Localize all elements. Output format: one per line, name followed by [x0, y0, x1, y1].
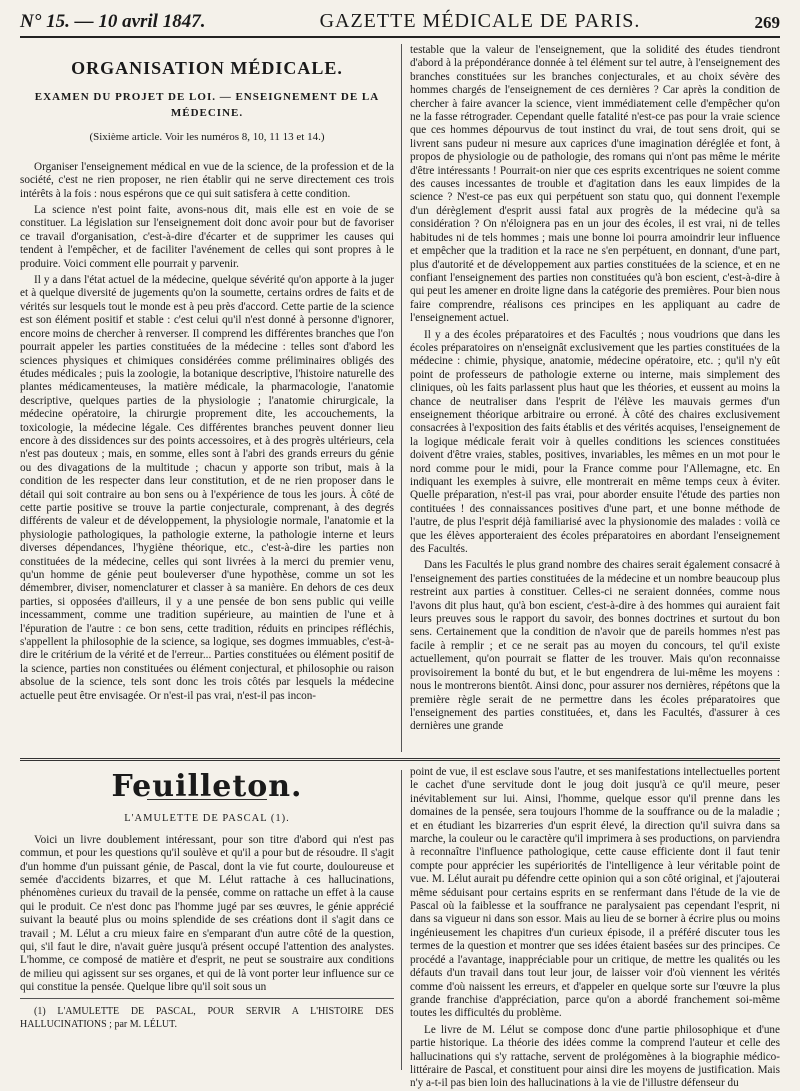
section-note: (Sixième article. Voir les numéros 8, 10, 11 13 et 14.)	[89, 131, 325, 144]
page-number: 269	[754, 13, 780, 32]
feuilleton-right-column	[410, 766, 780, 1090]
paragraph: Organiser l'enseignement médical en vue de la science, de la profession et de la société, c'est ne rien proposer, ne rien établir qui ne serve directement ces trois intérêts à la fois : nous espérons que ce qui suit satisfera à cette condition.	[20, 160, 394, 200]
paragraph: Il y a des écoles préparatoires et des Facultés ; nous voudrions que dans les écoles préparatoires on n'enseignât exclusivement que les parties constituées de la médecine : chimie, physique, anatomie, médecine opératoire, etc. ; qu'il n'y eût point de professeurs de pathologie externe ou interne, mais simplement des cliniques, où les faits parlassent plus haut que les théories, et eussent au moins la chance de neutraliser dans l'esprit de l'élève les mauvais germes d'un enseignement théorique arbitraire ou erroné. À côté des chaires exclusivement consacrées à l'exposition des faits établis et des vérités acquises, l'enseignement de la logique médicale ferait voir à quelles conditions les sciences constituées doivent d'être vraies, stables, positives, invariables, les mêmes en un mot pour le nord comme pour le midi, pour la France comme pour l'Allemagne, etc. En indiquant les exemples à suivre, elle montrerait en même temps ceux à éviter. Quelle préparation, n'est-il pas vrai, pour aborder ensuite l'étude des parties non contituées ! des connaissances positives d'une part, et une bonne méthode de l'autre, de plus l'esprit déjà familiarisé avec la physionomie des malades : voilà ce que les élèves apporteraient des écoles préparatoires en abordant l'enseignement des Facultés.	[410, 328, 780, 556]
section-subtitle: EXAMEN DU PROJET DE LOI. — ENSEIGNEMENT DE LA MÉDECINE.	[34, 91, 380, 120]
feuilleton-title: Feuilleton.	[111, 769, 303, 804]
upper-left-column	[20, 44, 394, 752]
upper-right-column	[410, 44, 780, 752]
paragraph: Il y a dans l'état actuel de la médecine, quelque sévérité qu'on apporte à la juger et à quelque diversité de jugements qu'on la soumette, certains ordres de faits et de vérités sur lesquels tout le monde est à peu près d'accord. Cette partie de la science est son élément positif et stable : c'est celui qu'il n'est donné à personne d'ignorer, encore moins de chercher à renverser. Il comprend les différentes branches que l'on pourrait appeler les parties constituées de la médecine : telles sont d'abord les sciences physiques et chimiques considérées comme préliminaires obligés des études médicales ; puis la zoologie, la botanique descriptive, l'histoire naturelle des plantes médicamenteuses, la matière médicale, la pharmacologie, l'anatomie descriptive, quelques parties de la physiologie ; l'anatomie chirurgicale, la médecine opératoire, la chirurgie proprement dite, les accouchements, la toxicologie, la médecine légale. Ces différentes branches peuvent donner lieu encore à des dissidences sur des points accessoires, et à des progrès ultérieurs, cela n'est pas douteux ; mais, en somme, elles sont à l'abri des grands erreurs du génie ou des divagations de la multitude ; chacun y apporte son tribut, mais à la condition de les respecter dans leur constitution, et de ne rien proposer dans le détail qui soit contraire au bon sens ou à l'expérience de tous les jours. À côté de cette partie positive se trouve la partie conjecturale, comprenant, à des degrés différents de valeur et de développement, la physiologie normale, l'anatomie et la physiologie pathologiques, la pathologie externe, la pathologie interne et leurs diverses dépendances, l'hygiène théorique, etc., c'est-à-dire les parties non constituées de la médecine, celles qui sont livrées à la merci du premier venu, qu'un homme de génie peut bouleverser d'une hypothèse, comme un sot les démembrer, diviser, nomenclaturer et classer à sa manière. En dehors de ces deux parties, si opposées d'ailleurs, il y a une pensée de bon sens public qui veille incessamment, comme une tradition supérieure, au maintien de l'une et à l'épuration de l'autre : ce bon sens, cette tradition, réduits en principes réfléchis, s'appellent la philosophie de la science, sa logique, ses dogmes immuables, c'est-à-dire le critérium de la vérité et de l'erreur... Parties constituées ou élément positif de la science, parties non constituées ou élément conjectural, et philosophie ou raison absolue de la science, tels sont donc les trois côtés par lesquels la médecine actuelle peut être envisagée. Or n'est-il pas vrai, n'est-il pas incon-	[20, 274, 394, 702]
paragraph: La science n'est point faite, avons-nous dit, mais elle est en voie de se constituer. La législation sur l'enseignement doit donc avoir pour but de favoriser ce travail d'organisation, c'est-à-dire d'écarter et de supprimer les causes qui tendent à l'empêcher, et de faciliter l'avénement de celles qui sont propres à le produire. Voici comment elle pourrait y parvenir.	[20, 204, 394, 270]
page-header	[20, 10, 780, 38]
journal-title: GAZETTE MÉDICALE DE PARIS.	[319, 10, 641, 32]
paragraph: point de vue, il est esclave sous l'autre, et ses manifestations intellectuelles portent le cachet d'une servitude dont le joug doit jusqu'à ce qu'il meure, peser inévitablement sur lui. Ainsi, l'homme, quelque essor qu'il prenne dans les domaines de la pensée, sera toujours l'homme de la souffrance ou de la maladie ; et en étudiant les bizarreries d'un esprit élevé, la direction qu'il suivra dans sa marche, la couleur ou le caractère qu'il imprimera à ses productions, on parviendra à reconnaître l'influence pathologique, cette cause efficiente dont il faut tenir compte pour apprécier les supériorités de l'intelligence à leur véritable point de vue. M. Lélut aurait pu défendre cette opinion qui a son côté original, et j'ajouterai même séduisant pour certains esprits en se renfermant dans l'étude de la vie de Pascal où la faiblesse et la souffrance ne paralysaient pas cependant l'esprit, ni dans sa vigueur ni dans son essor. Mais au lieu de se borner à écrire plus ou moins ingénieusement les chapitres d'un curieux épisode, il a préféré discuter tous les termes de la question et montrer que ses idées étaient basées sur des principes. Ce procédé a l'avantage, inappréciable pour un critique, de mettre les qualités ou les défauts d'un travail dans tout leur jour, de laisser voir d'où viennent les vérités comme d'où naissent les erreurs, et d'appeler en quelque sorte sur l'œuvre la plus grande franchise d'appréciation, parce qu'on a abordé franchement soi-même toutes les difficultés du problème.	[410, 766, 780, 1020]
paragraph: Le livre de M. Lélut se compose donc d'une partie philosophique et d'une partie historique. La théorie des idées comme la comprend l'auteur et celle des hallucinations qui s'y rattache, servent de prolégomènes à la biographie médico-littéraire de Pascal, et constituent pour ainsi dire les moyens de justification. Mais n'y a-t-il pas bien loin des hallucinations à la vie de l'illustre défenseur du	[410, 1023, 780, 1090]
feuilleton-left-column	[20, 766, 394, 1078]
feuilleton-separator	[20, 758, 780, 761]
paragraph: Voici un livre doublement intéressant, pour son titre d'abord qui n'est pas commun, et pour les questions qu'il soulève et qu'il a pour but de résoudre. Il s'agit d'un homme d'un puissant génie, de Pascal, dont la vie fut courte, douloureuse et semée d'accidents bizarres, et que M. Lélut rattache à ces hallucinations, phénomènes curieux du travail de la pensée, comme on rattache un effet à la cause qui le produit. Ce n'est donc pas l'homme jugé par ses œuvres, le génie apprécié suivant la beauté plus ou moins splendide de ses créations dont il s'agit dans ce travail ; M. Lélut a cru mieux faire en s'emparant d'un autre côté de la question, qui, s'il faut le dire, n'avait guère jusqu'à présent occupé l'attention des analystes. L'homme, ce composé de matière et d'esprit, ne peut se soustraire aux conditions de milieu qui agissent sur ses organes, et qui de là vont porter leur influence sur ce qui constitue la pensée. Quelque libre qu'il soit sous un	[20, 833, 394, 994]
column-divider	[401, 44, 402, 752]
section-title: ORGANISATION MÉDICALE.	[71, 58, 343, 78]
paragraph: Dans les Facultés le plus grand nombre des chaires serait également consacré à l'enseignement des parties constituées de la médecine et un nombre beaucoup plus restreint aux parties à constituer. Celles-ci ne seraient données, comme nous l'avons dit plus haut, qu'à bon escient, c'est-à-dire à des hommes qui auraient fait leurs preuves sous le rapport du savoir, des bonnes doctrines et surtout du bon sens. Certainement que la condition de n'avoir que de pareils hommes n'est pas facile à remplir ; et ce ne serait pas au moyen du concours, tel qu'il existe actuellement, qu'on pourrait se flatter de les trouver. Mais qu'on reconnaisse provisoirement la bonté du but, et le but engendrera de lui-même les moyens : nous le montrerons bientôt. Ainsi donc, pour assurer nos dernières, répétons que la première règle serait de ne permettre dans les écoles préparatoires que l'enseignement des parties constituées, et, dans les Facultés, d'assurer à ces dernières une grande	[410, 559, 780, 733]
paragraph: testable que la valeur de l'enseignement, que la solidité des études tiendront d'abord à la prépondérance donnée à tel élément sur tel autre, à l'enseignement des branches constituées sur les branches conjecturales, et au choix sévère des hommes chargés de l'enseignement de ces dernières ? Car après la condition de chercher à faire avancer la science, vient immédiatement celle d'empêcher qu'on ne la fasse rétrograder. Cependant quelle fatalité n'est-ce pas pour la vraie science que ces hommes dépourvus de tout instinct du vrai, de tout sens droit, qui se livrent sans pudeur ni mesure aux caprices d'une imagination déréglée et font, à propos de physiologie ou de pathologie, des romans qui n'ont pas même le mérite d'être intéressants ! Pourrait-on nier que ces esprits excentriques ne soient comme des causes incessantes de trouble et d'agitation dans les eaux limpides de la science ? N'est-ce pas eux qui perpétuent son statu quo, qui donnent l'exemple d'un dérèglement d'esprit aussi fatal aux progrès de la médecine qu'à sa considération ? On n'éloignera pas en un jour des écoles, il est vrai, ni de telles habitudes ni de tels hommes ; mais une bonne loi pourra amoindrir leur influence et empêcher que la tradition et la race ne s'en perpétuent, en donnant, d'une part, plus d'autorité et de développement aux parties constituées de la science, et en ne confiant l'enseignement des parties non constituées qu'à bon escient, c'est-à-dire à qui peut les amener en droite ligne dans la catégorie des premières. Pour bien nous faire comprendre, réalisons ces principes en les appliquant au cadre de l'enseignement actuel.	[410, 44, 781, 325]
feuilleton-subtitle: L'AMULETTE DE PASCAL (1).	[124, 813, 290, 825]
column-divider	[401, 770, 402, 1070]
issue-number: N° 15. — 10 avril 1847.	[20, 11, 206, 32]
footnote: (1) L'AMULETTE DE PASCAL, POUR SERVIR A L'HISTOIRE DES HALLUCINATIONS ; par M. LÉLUT.	[20, 998, 394, 1032]
